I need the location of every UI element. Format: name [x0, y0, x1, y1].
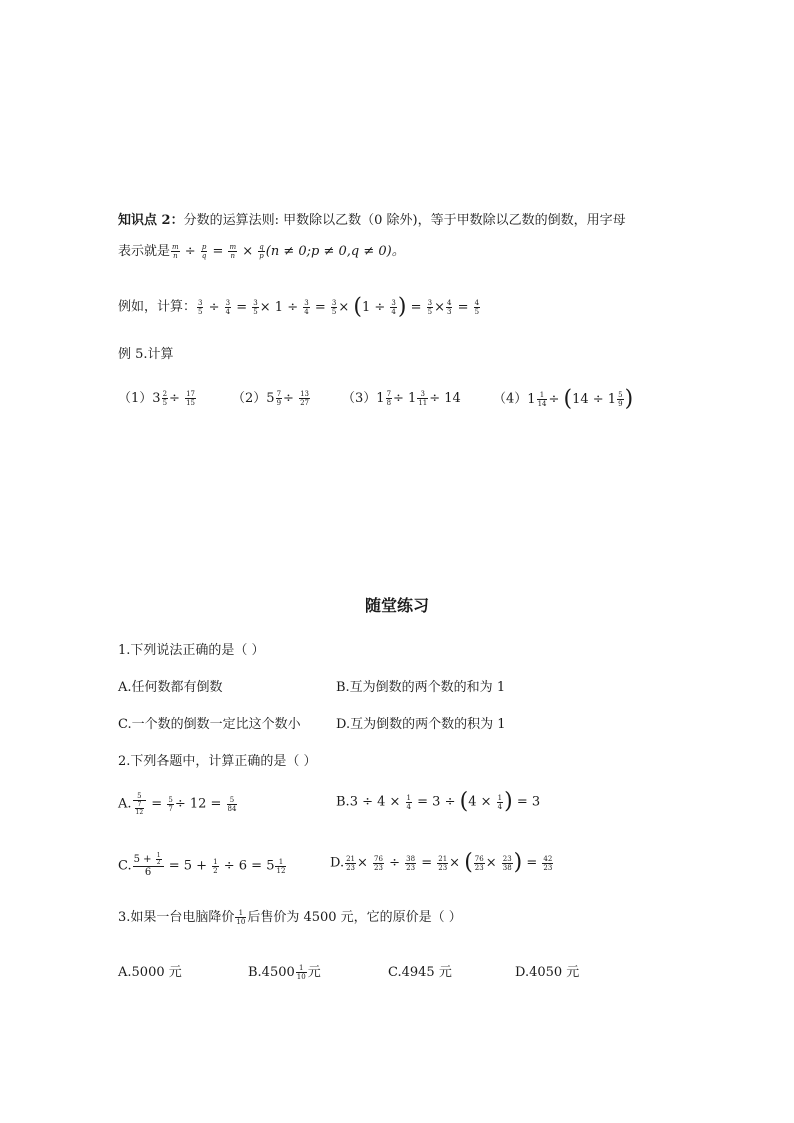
knowledge-heading: 知识点 2：	[118, 213, 184, 228]
q2-stem: 2.下列各题中，计算正确的是（ ）	[118, 754, 317, 769]
q2-option-d[interactable]: D. $\frac{21}{23}$ × $\frac{76}{23}$ ÷ $\frac{38}{23}$ = $\frac{21}{23}$ × ( $\frac{76}{23}$ × $\frac{23}{38}$ ) = $\frac{42}{23}$	[330, 850, 553, 875]
problem-2-label: （2）	[232, 391, 267, 406]
example-prefix: 例如，计算：	[118, 299, 197, 315]
example5-heading: 例 5.计算	[118, 347, 174, 362]
knowledge-line-2	[118, 242, 405, 262]
knowledge-rule-text: 分数的运算法则: 甲数除以乙数（0 除外)，等于甲数除以乙数的倒数，用字母	[183, 213, 626, 228]
problem-1-label: （1）	[118, 391, 153, 406]
q3-option-b-pre: B.4500	[248, 965, 295, 980]
q2-option-b-label: B.	[336, 794, 350, 810]
example-formula: $\frac{3}{5}$ ÷ $\frac{3}{4}$ = $\frac{3}{5}$ × 1 ÷ $\frac{3}{4}$ = $\frac{3}{5}$ × (1 ÷ $\frac{3}{4}$ ) = $\frac{3}{5}$ × $\frac{4}{3}$ = $\frac{4}{5}$	[198, 294, 480, 319]
problem-1-expr: 3 $\frac{2}{5}$ ÷ $\frac{17}{15}$	[152, 390, 195, 407]
q1-option-d[interactable]: D.互为倒数的两个数的积为 1	[336, 717, 506, 732]
problem-3	[342, 389, 461, 409]
q1-option-a[interactable]: A.任何数都有倒数	[118, 680, 223, 695]
formula-condition: (n ≠ 0;p ≠ 0,q ≠ 0)。	[265, 244, 405, 259]
q3-stem: 3.如果一台电脑降价 $\frac{1}{10}$ 后售价为 4500 元，它的原价是（ ）	[118, 909, 462, 926]
q2-option-d-label: D.	[330, 855, 345, 871]
q1-stem: 1.下列说法正确的是（ ）	[118, 643, 265, 658]
q2-option-c-label: C.	[118, 858, 132, 874]
q2-option-c[interactable]: C. 5 + $\frac{1}{2}$ 6 = 5 + $\frac{1}{2}$ ÷ 6 = 5 $\frac{1}{12}$	[118, 852, 286, 878]
q3-stem-pre: 3.如果一台电脑降价	[118, 910, 235, 925]
q3-option-d[interactable]: D.4050 元	[515, 965, 580, 980]
q3-option-c[interactable]: C.4945 元	[388, 965, 452, 980]
problem-3-label: （3）	[342, 391, 377, 406]
q3-option-b-post: 元	[307, 965, 321, 980]
q2-option-a-label: A.	[118, 796, 132, 812]
q2-option-b[interactable]: B.3 ÷ 4 × $\frac{1}{4}$ = 3 ÷ (4 × $\frac{1}{4}$ ) = 3	[336, 789, 541, 814]
general-formula: $\frac{m}{n}$ ÷ $\frac{p}{q}$ = $\frac{m}{n}$ × $\frac{q}{p}$	[172, 243, 264, 260]
q1-option-c[interactable]: C.一个数的倒数一定比这个数小	[118, 717, 301, 732]
problem-2-expr: 5 $\frac{7}{9}$ ÷ $\frac{13}{27}$	[266, 390, 309, 407]
example-line	[118, 294, 481, 319]
problem-3-expr: 1 $\frac{7}{8}$ ÷ 1 $\frac{3}{11}$ ÷ 14	[376, 390, 461, 407]
section-title: 随堂练习	[364, 596, 429, 615]
problem-4	[493, 386, 634, 411]
problem-1	[118, 389, 197, 409]
q3-option-a[interactable]: A.5000 元	[118, 965, 182, 980]
q1-option-b[interactable]: B.互为倒数的两个数的和为 1	[336, 680, 506, 695]
knowledge-line-1	[118, 211, 626, 231]
knowledge-line2-prefix: 表示就是	[118, 244, 171, 259]
problem-4-expr: 1 $\frac{1}{14}$ ÷ (14 ÷ 1 $\frac{5}{9}$ )	[527, 386, 634, 411]
problem-2	[232, 389, 311, 409]
q3-stem-post: 后售价为 4500 元，它的原价是（ ）	[247, 910, 462, 925]
problem-4-label: （4）	[493, 391, 528, 407]
q2-option-a[interactable]: A. $\frac{5}{\frac{7}{12}}$ = $\frac{5}{7}$ ÷ 12 = $\frac{5}{84}$	[118, 792, 237, 816]
q3-option-b[interactable]: B.4500 $\frac{1}{10}$ 元	[248, 964, 321, 981]
